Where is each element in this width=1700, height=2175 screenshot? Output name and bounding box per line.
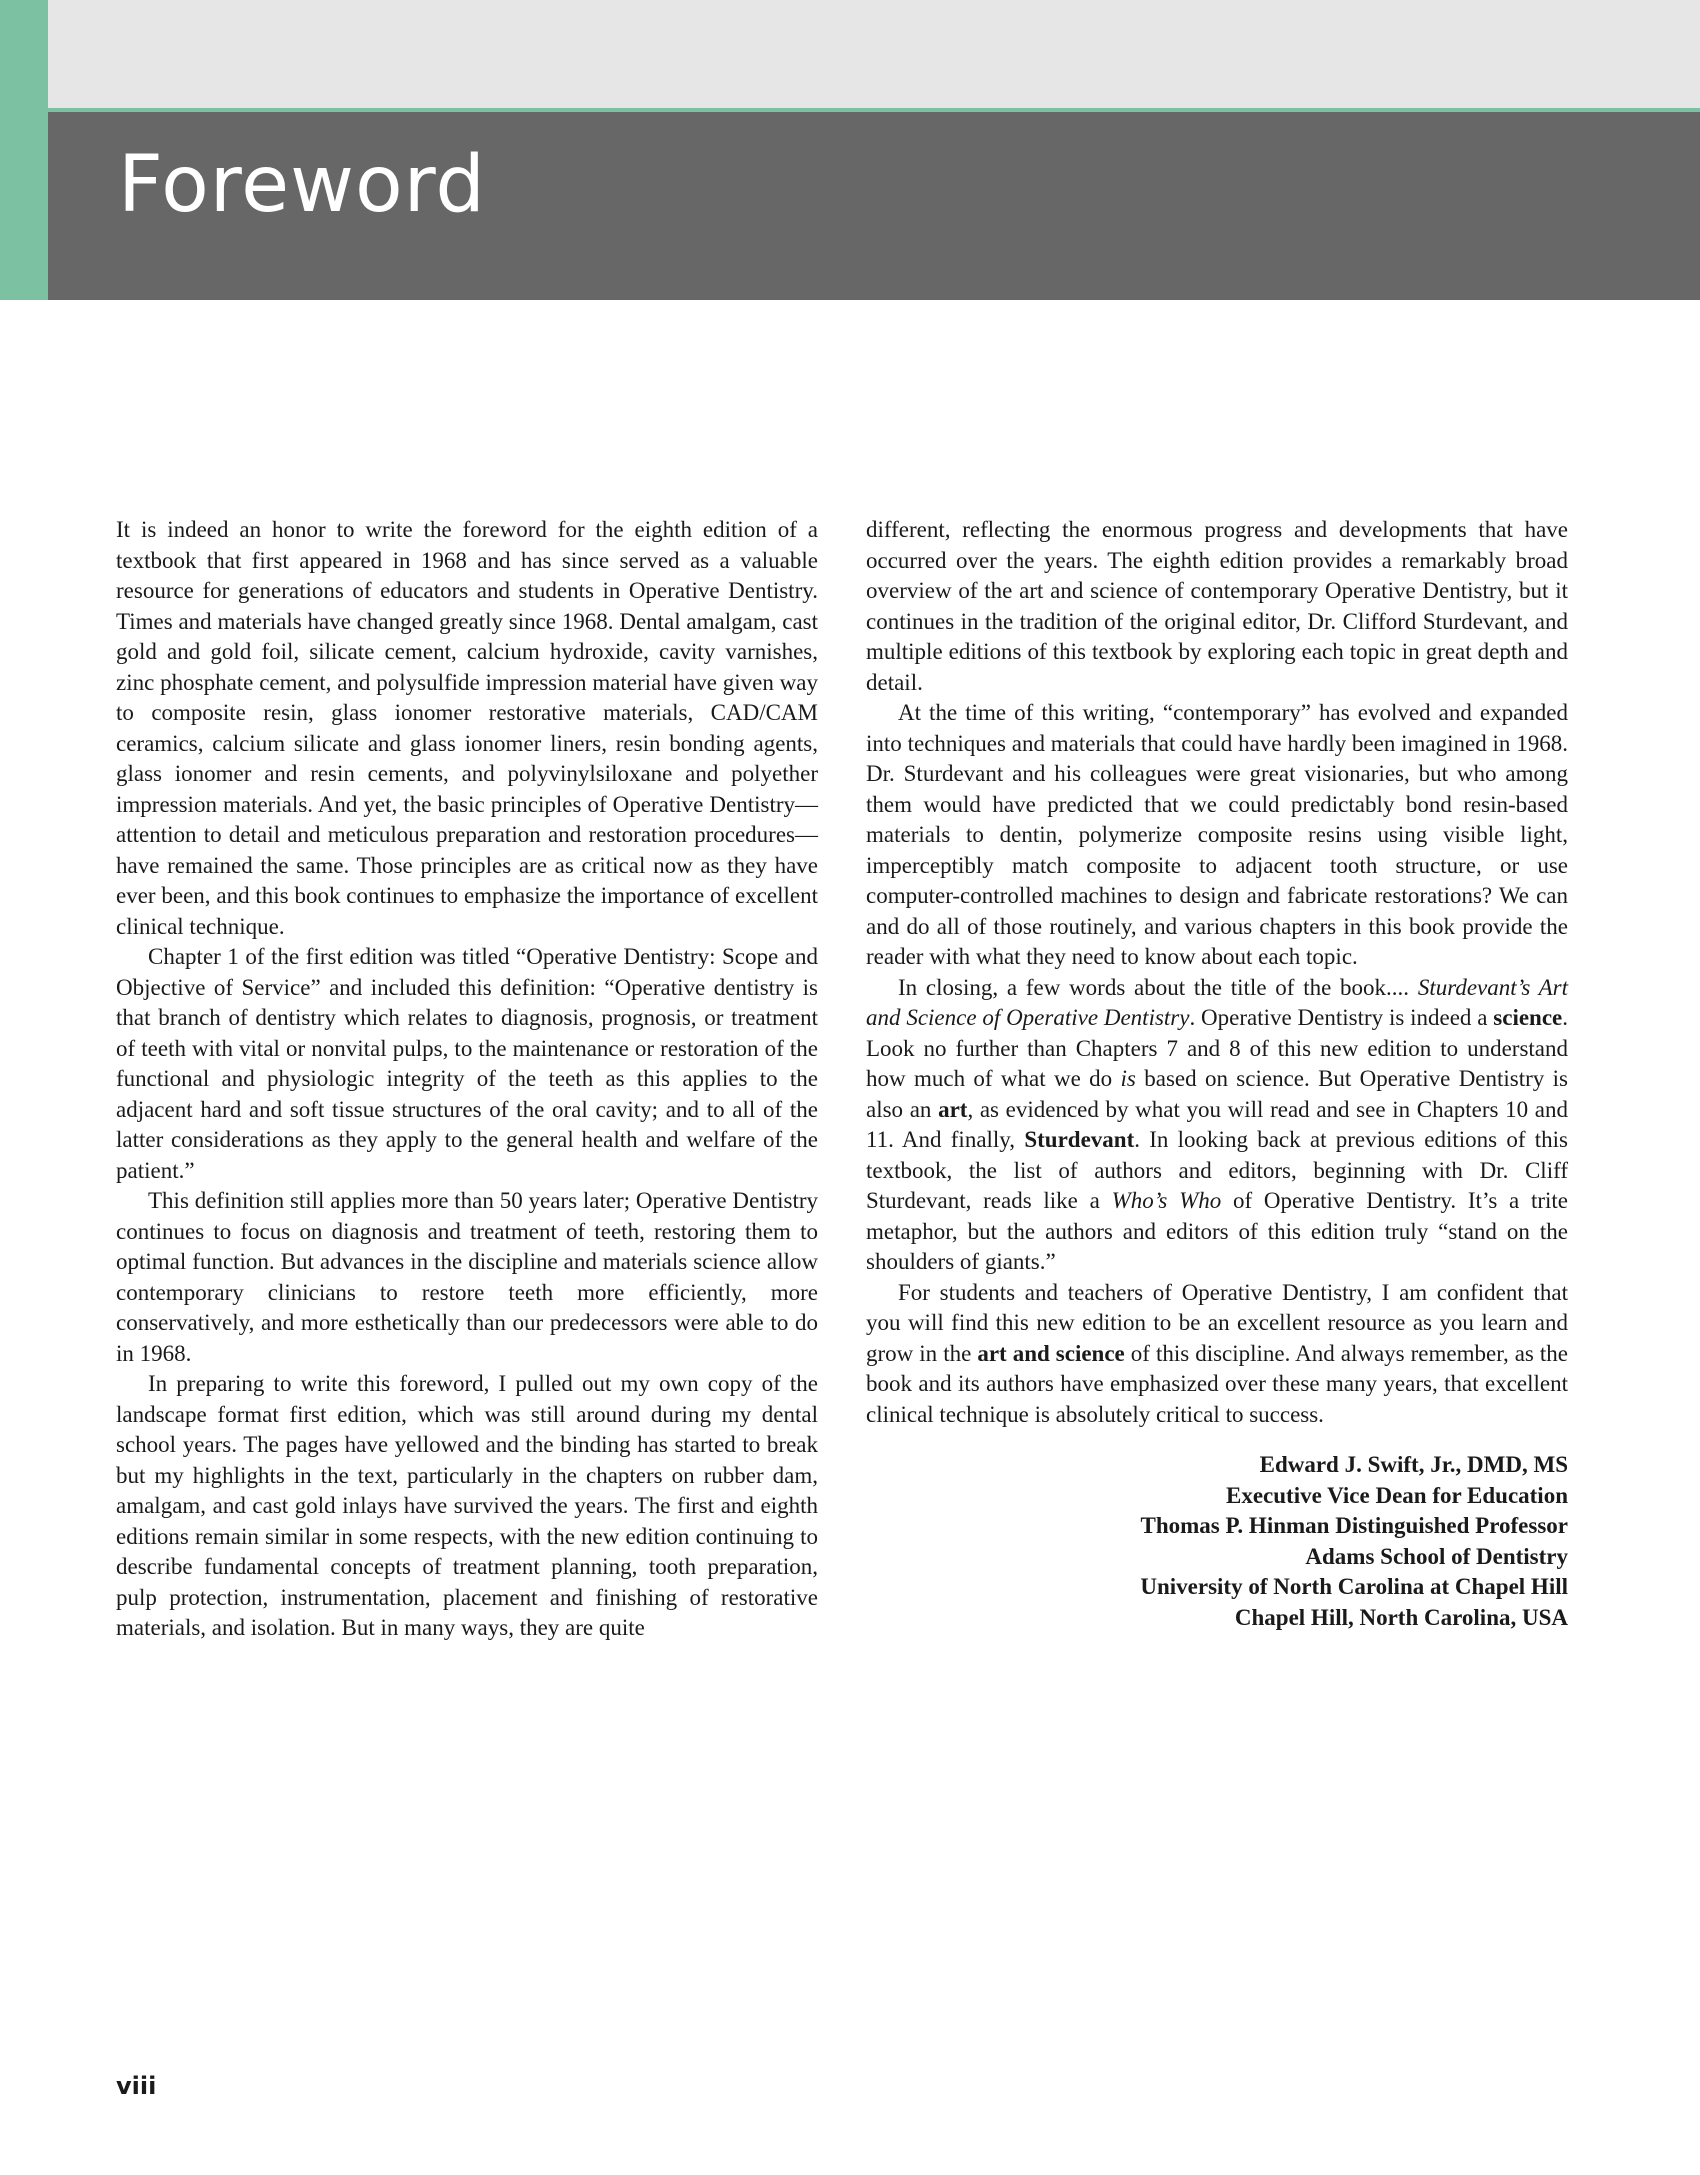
signature-title: Thomas P. Hinman Distinguished Professor [1140, 1513, 1568, 1538]
paragraph [866, 1278, 1568, 1431]
signature-name: Edward J. Swift, Jr., DMD, MS [1259, 1452, 1568, 1477]
text-run: . In looking back at previous editions of this textbook, the list of authors and editors, beginning with Dr. Cliff Sturdevant, reads like a [866, 1127, 1568, 1213]
emphasis-is: is [1120, 1066, 1136, 1091]
paragraph: In preparing to write this foreword, I pulled out my own copy of the landscape format first edition, which was still around during my dental school years. The pages have yellowed and the binding has started to break but my highlights in the text, particularly in the chapters on rubber dam, amalgam, and cast gold inlays have survived the years. The first and eighth editions remain similar in some respects, with the new edition continuing to describe fundamental concepts of treatment planning, tooth preparation, pulp protection, instrumentation, placement and finishing of restorative materials, and isolation. But in many ways, they are quite [116, 1371, 818, 1640]
page-number: viii [116, 2072, 157, 2100]
text-run: based on science. But Operative Dentistry is also an [866, 1066, 1568, 1122]
accent-bar [0, 0, 48, 300]
emphasis-sturdevant: Sturdevant [1024, 1127, 1135, 1152]
signature-title: Executive Vice Dean for Education [1226, 1482, 1568, 1508]
emphasis-art: art [938, 1096, 968, 1122]
text-run: For students and teachers of Operative Dentistry, I am confident that you will find this new edition to be an excellent resource as you learn and grow in the [866, 1279, 1568, 1366]
text-run: of this discipline. And always remember, as the book and its authors have emphasized over these many years, that excellent clinical technique is absolutely critical to success. [866, 1340, 1568, 1427]
text-run: , as evidenced by what you will read and see in Chapters 10 and 11. And finally, [866, 1096, 1568, 1152]
emphasis-art-and-science: art and science [977, 1340, 1125, 1366]
paragraph: Chapter 1 of the first edition was titled “Operative Dentistry: Scope and Objective of Service” and included this definition: “Operative dentistry is that branch of dentistry which relates to diagnosis, prognosis, or treatment of teeth with vital or nonvital pulps, to the maintenance or restoration of the functional and physiologic integrity of the teeth as this applies to the adjacent hard and soft tissue structures of the oral cavity; and to all of the latter considerations as they apply to the general health and welfare of the patient.” [116, 944, 818, 1183]
paragraph: At the time of this writing, “contemporary” has evolved and expanded into techniques and materials that could have hardly been imagined in 1968. Dr. Sturdevant and his colleagues were great visionaries, but who among them would have predicted that we could predictably bond resin-based materials to dentin, polymerize composite resins using visible light, imperceptibly match composite to adjacent tooth structure, or use computer-controlled machines to design and fabricate restorations? We can and do all of those routinely, and various chapters in this book provide the reader with what they need to know about each topic. [866, 700, 1568, 969]
signature-school: Adams School of Dentistry [1305, 1543, 1568, 1569]
emphasis-science: science [1493, 1005, 1563, 1030]
header-band [48, 112, 1700, 300]
text-run: of Operative Dentistry. It’s a trite metaphor, but the authors and editors of this edition truly “stand on the shoulders of giants.” [866, 1188, 1568, 1274]
page-title: Foreword [118, 140, 486, 230]
signature-location: Chapel Hill, North Carolina, USA [1234, 1604, 1568, 1630]
paragraph: It is indeed an honor to write the foreword for the eighth edition of a textbook that first appeared in 1968 and has since served as a valuable resource for generations of educators and students in Operative Dentistry. Times and materials have changed greatly since 1968. Dental amalgam, cast gold and gold foil, silicate cement, calcium hydroxide, cavity varnishes, zinc phosphate cement, and polysulfide impression material have given way to composite resin, glass ionomer restorative materials, CAD/CAM ceramics, calcium silicate and glass ionomer liners, resin bonding agents, glass ionomer and resin cements, and polyvinylsiloxane and polyether impression materials. And yet, the basic principles of Operative Dentistry—attention to detail and meticulous preparation and restoration procedures—have remained the same. Those principles are as critical now as they have ever been, and this book continues to emphasize the importance of excellent clinical technique. [116, 517, 818, 939]
text-run: . Operative Dentistry is indeed a [1189, 1005, 1494, 1030]
top-strip [0, 0, 1700, 108]
paragraph [866, 973, 1568, 1278]
text-run: . Look no further than Chapters 7 and 8 of this new edition to understand how much of what we do [866, 1005, 1568, 1091]
right-column [866, 515, 1568, 1633]
paragraph: different, reflecting the enormous progress and developments that have occurred over the years. The eighth edition provides a remarkably broad overview of the art and science of contemporary Operative Dentistry, but it continues in the tradition of the original editor, Dr. Clifford Sturdevant, and multiple editions of this textbook by exploring each topic in great depth and detail. [866, 517, 1568, 695]
book-title: Sturdevant’s Art and Science of Operative Dentistry [866, 974, 1568, 1030]
signature-university: University of North Carolina at Chapel Hill [1140, 1574, 1568, 1599]
emphasis-whos-who: Who’s Who [1111, 1188, 1222, 1213]
text-run: In closing, a few words about the title of the book.... [898, 974, 1418, 1000]
paragraph: This definition still applies more than 50 years later; Operative Dentistry continues to focus on diagnosis and treatment of teeth, restoring them to optimal function. But advances in the discipline and materials science allow contemporary clinicians to restore teeth more efficiently, more conservatively, and more esthetically than our predecessors were able to do in 1968. [116, 1188, 818, 1366]
signature-block [866, 1450, 1568, 1633]
left-column [116, 515, 818, 1644]
